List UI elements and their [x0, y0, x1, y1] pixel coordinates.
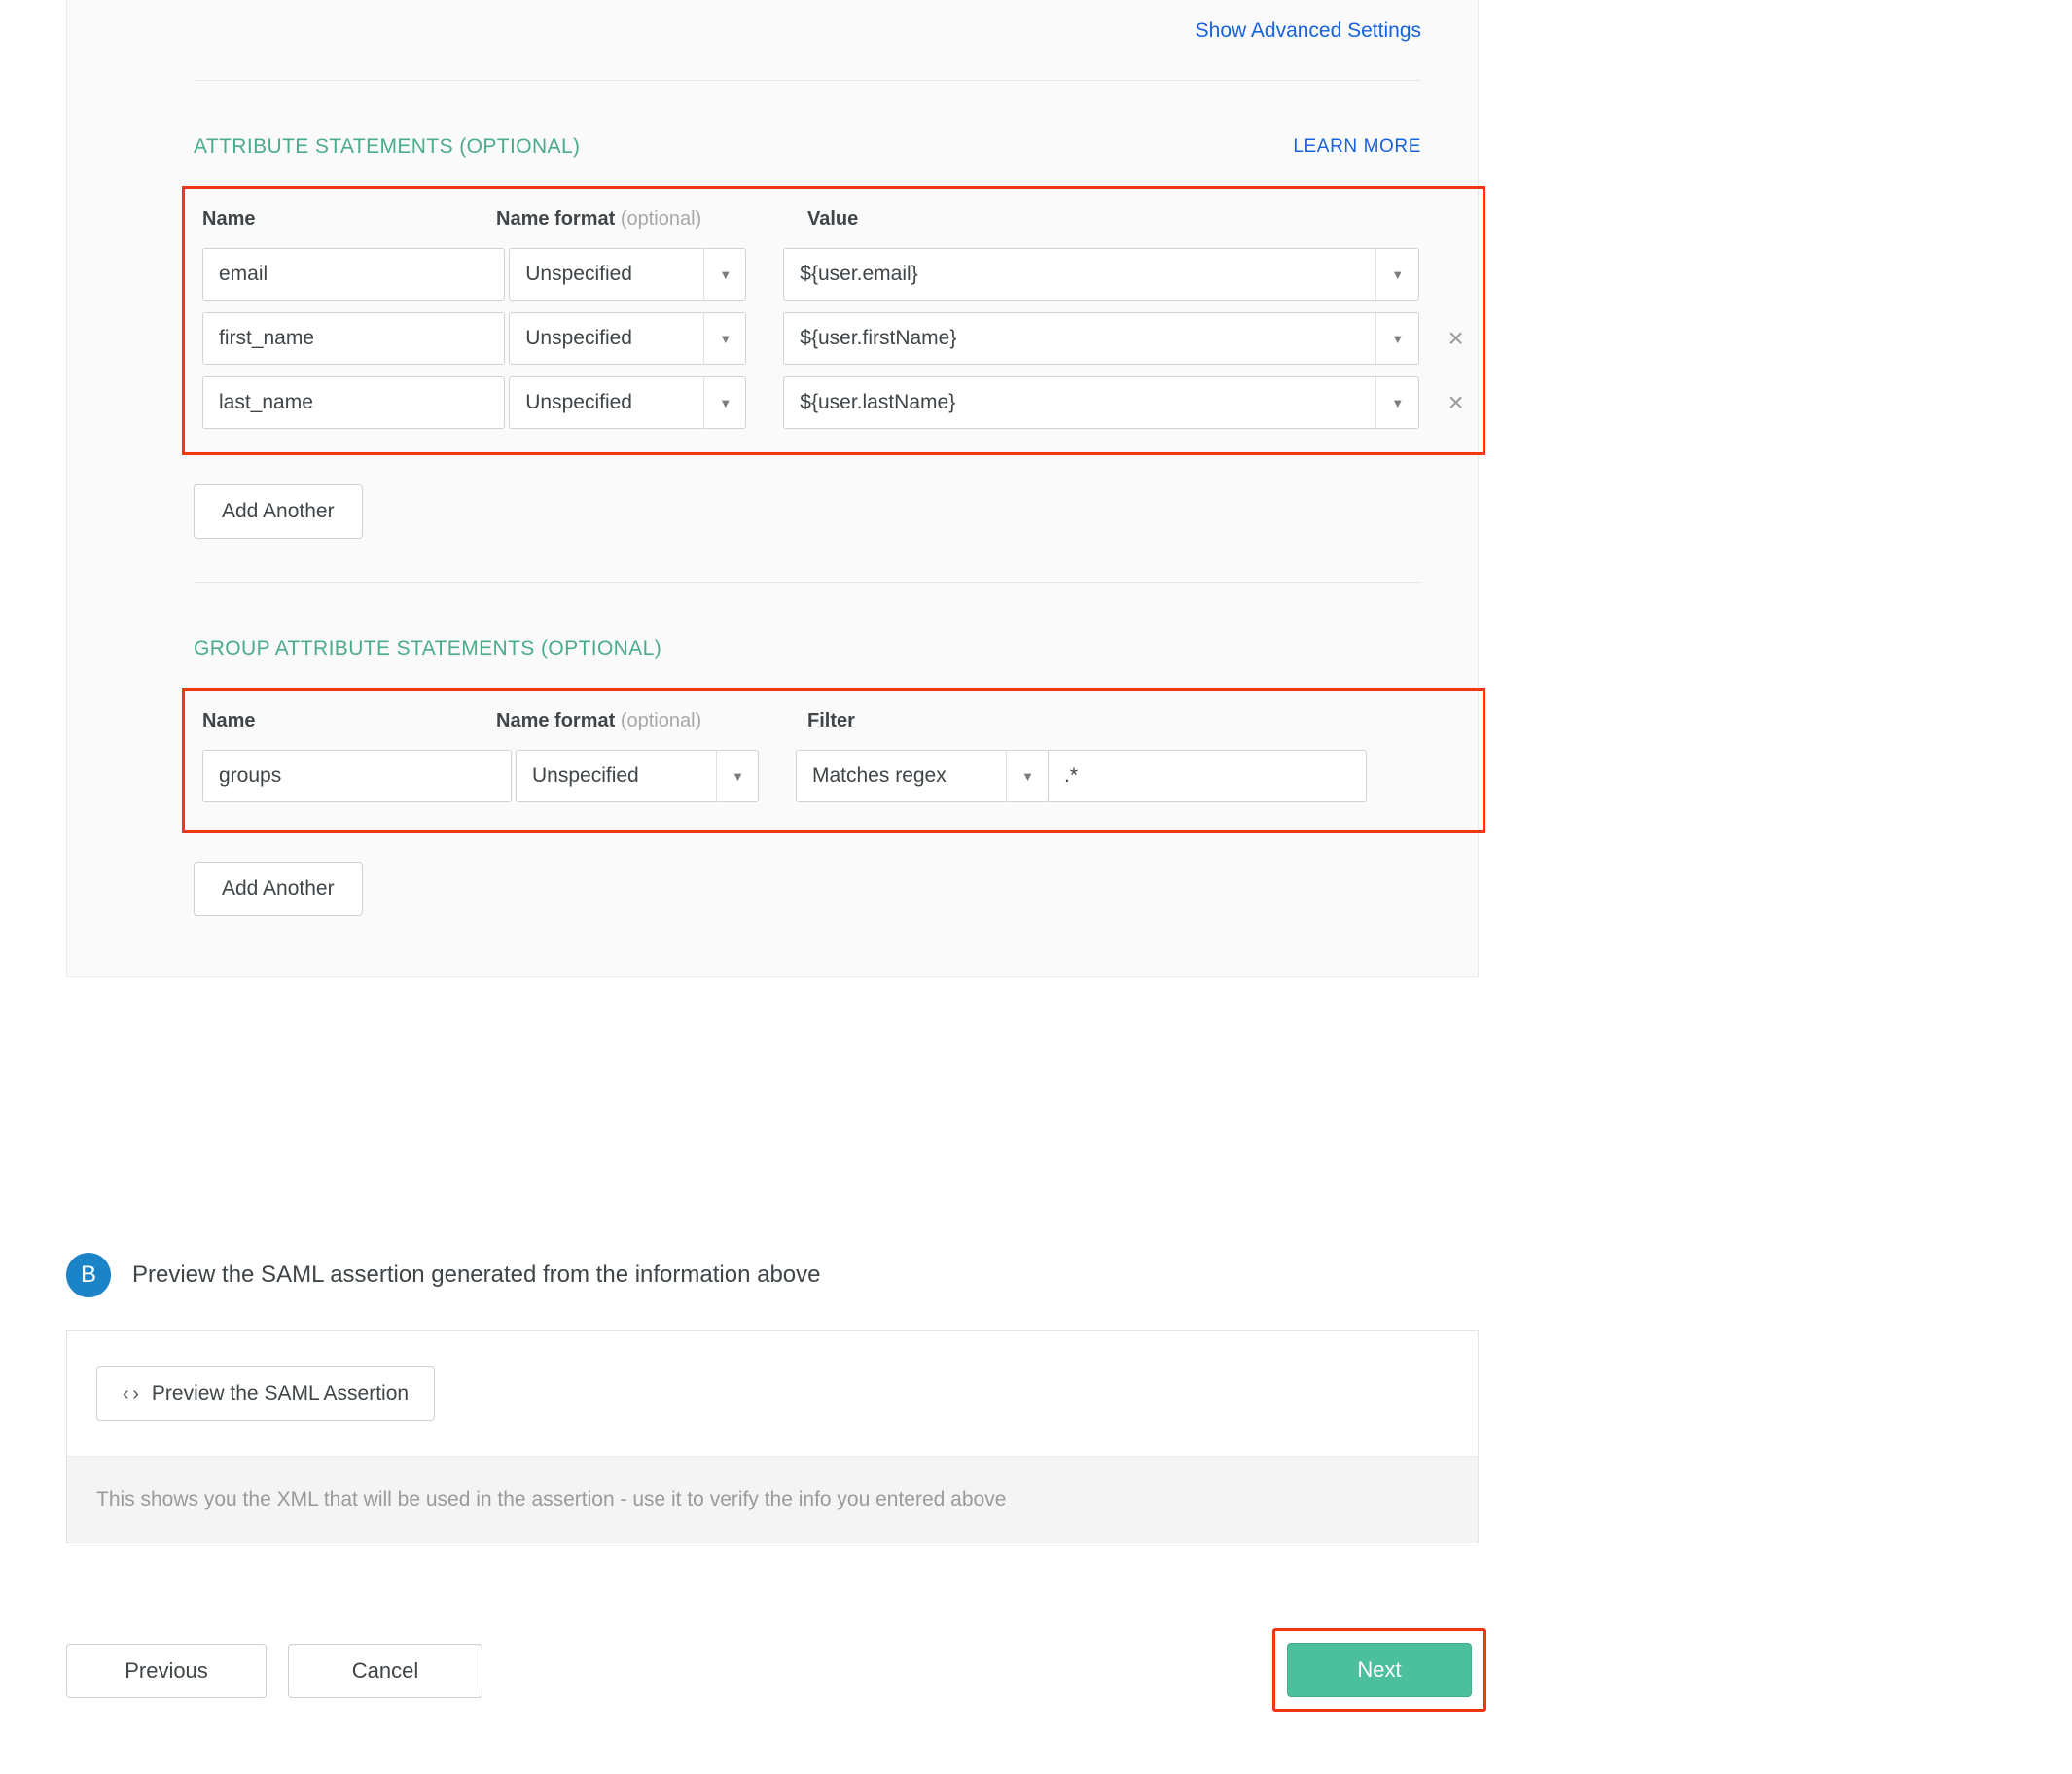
- cancel-button[interactable]: Cancel: [288, 1644, 482, 1698]
- attribute-name-format-value: Unspecified: [525, 391, 632, 413]
- previous-button[interactable]: Previous: [66, 1644, 267, 1698]
- group-attribute-name-format-select[interactable]: [516, 750, 759, 802]
- column-header-filter: Filter: [807, 710, 855, 731]
- saml-settings-card: [66, 0, 1479, 977]
- remove-attribute-icon[interactable]: ×: [1447, 323, 1464, 353]
- next-button-highlight-box: [1272, 1628, 1486, 1712]
- column-header-name-format: [496, 710, 807, 732]
- attribute-statements-title: ATTRIBUTE STATEMENTS (OPTIONAL): [194, 135, 581, 158]
- preview-panel-top: [67, 1331, 1478, 1456]
- chevron-down-icon: ▼: [1006, 750, 1049, 802]
- group-attribute-name-format-value: Unspecified: [532, 764, 639, 787]
- preview-section: [66, 1253, 1479, 1543]
- group-attribute-name-input[interactable]: [202, 750, 512, 802]
- attribute-name-format-select[interactable]: [509, 376, 746, 429]
- attribute-value-input[interactable]: [783, 312, 1419, 365]
- advanced-settings-row: [67, 0, 1478, 43]
- column-header-name: Name: [202, 710, 256, 731]
- add-another-group-attribute-button[interactable]: Add Another: [194, 862, 363, 916]
- add-another-attribute-button[interactable]: Add Another: [194, 484, 363, 539]
- preview-saml-assertion-button[interactable]: [96, 1366, 435, 1421]
- attribute-value-input[interactable]: [783, 376, 1419, 429]
- attribute-value-field: [783, 376, 1419, 429]
- attribute-statements-header: [194, 135, 1421, 159]
- group-filter-value-input[interactable]: [1048, 750, 1367, 802]
- group-attribute-column-headers: [185, 704, 1483, 744]
- attribute-name-input[interactable]: [202, 248, 505, 301]
- table-row: [185, 242, 1483, 306]
- preview-panel: [66, 1330, 1479, 1543]
- table-row: [185, 306, 1483, 371]
- attribute-statements-column-headers: [185, 202, 1483, 242]
- step-badge-b: B: [66, 1253, 111, 1297]
- column-header-name-format-text: Name format: [496, 710, 616, 731]
- attribute-name-format-value: Unspecified: [525, 327, 632, 349]
- preview-saml-assertion-label: Preview the SAML Assertion: [151, 1382, 410, 1404]
- group-attribute-statements-header: [194, 637, 1421, 660]
- attribute-name-format-select[interactable]: [509, 248, 746, 301]
- preview-section-header: [66, 1253, 1479, 1297]
- next-button[interactable]: Next: [1287, 1643, 1472, 1697]
- group-filter-type-select[interactable]: [796, 750, 1049, 802]
- attribute-value-field: [783, 312, 1419, 365]
- column-header-value: Value: [807, 208, 859, 230]
- chevron-down-icon: ▼: [716, 750, 759, 802]
- table-row: [185, 744, 1483, 808]
- code-icon: ‹ ›: [123, 1382, 138, 1404]
- attribute-name-input[interactable]: [202, 376, 505, 429]
- chevron-down-icon: ▼: [703, 248, 746, 301]
- card-bottom-spacer: [67, 916, 1478, 976]
- show-advanced-settings-link[interactable]: Show Advanced Settings: [1195, 19, 1421, 42]
- chevron-down-icon: ▼: [703, 312, 746, 365]
- attribute-name-format-select[interactable]: [509, 312, 746, 365]
- divider-top: [194, 80, 1421, 81]
- group-filter-type-value: Matches regex: [812, 764, 947, 787]
- table-row: [185, 371, 1483, 435]
- column-header-name-format-optional: (optional): [615, 208, 702, 230]
- column-header-name: Name: [202, 208, 256, 230]
- chevron-down-icon[interactable]: ▼: [1375, 313, 1418, 364]
- attribute-statements-learn-more-link[interactable]: LEARN MORE: [1293, 136, 1421, 157]
- column-header-name-format: [496, 208, 807, 231]
- chevron-down-icon: ▼: [703, 376, 746, 429]
- column-header-name-format-optional: (optional): [615, 710, 702, 731]
- preview-help-text: This shows you the XML that will be used in the assertion - use it to verify the info you entered above: [67, 1456, 1478, 1543]
- attribute-value-field: [783, 248, 1419, 301]
- attribute-name-format-value: Unspecified: [525, 263, 632, 285]
- wizard-footer: [66, 1644, 1479, 1712]
- remove-attribute-icon[interactable]: ×: [1447, 387, 1464, 417]
- chevron-down-icon[interactable]: ▼: [1375, 249, 1418, 300]
- column-header-name-format-text: Name format: [496, 208, 616, 230]
- attribute-value-input[interactable]: [783, 248, 1419, 301]
- divider-middle: [194, 582, 1421, 583]
- group-attribute-statements-title: GROUP ATTRIBUTE STATEMENTS (OPTIONAL): [194, 637, 662, 659]
- chevron-down-icon[interactable]: ▼: [1375, 377, 1418, 428]
- group-attribute-statements-highlight-box: [182, 688, 1485, 833]
- attribute-name-input[interactable]: [202, 312, 505, 365]
- preview-section-title: Preview the SAML assertion generated from the information above: [132, 1261, 821, 1288]
- attribute-statements-highlight-box: [182, 186, 1485, 455]
